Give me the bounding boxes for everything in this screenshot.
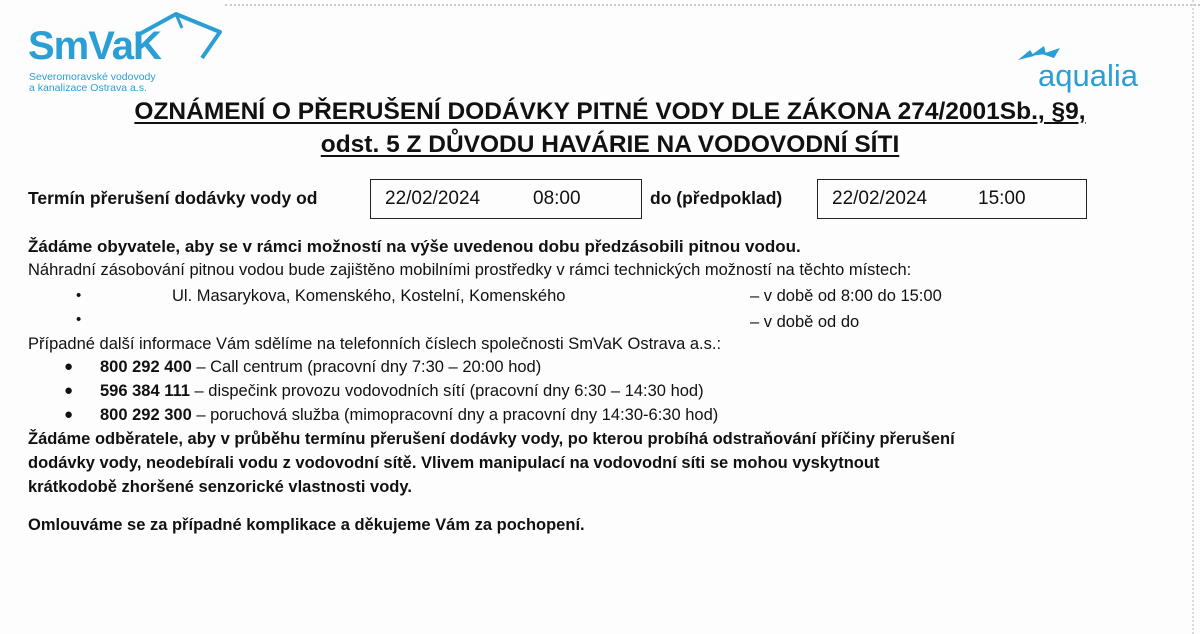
interruption-to-date: 22/02/2024 xyxy=(832,188,928,209)
bullet-icon: • xyxy=(76,287,82,304)
smvak-subtitle-line2: a kanalizace Ostrava a.s. xyxy=(29,82,147,94)
aqualia-logo-text: aqualia xyxy=(1038,58,1138,93)
aqualia-logo xyxy=(1016,44,1166,96)
scan-right-border xyxy=(1192,0,1194,634)
interruption-from-date: 22/02/2024 xyxy=(385,188,481,209)
contact-item-2 xyxy=(100,382,704,401)
interruption-to-label: do (předpoklad) xyxy=(650,188,783,208)
notice-title-line2: odst. 5 Z DŮVODU HAVÁRIE NA VODOVODNÍ SÍTI xyxy=(320,131,900,158)
scan-top-border xyxy=(225,4,1200,6)
contact-number-1: 800 292 400 xyxy=(100,358,192,376)
bullet-icon: ● xyxy=(64,358,74,375)
contact-desc-3: – poruchová služba (mimopracovní dny a pracovní dny 14:30-6:30 hod) xyxy=(191,406,719,424)
smvak-logo-text: SmVaK xyxy=(28,24,161,68)
alt-supply-time-1: – v době od 8:00 do 15:00 xyxy=(750,287,942,305)
contact-intro: Případné další informace Vám sdělíme na telefonních číslech společnosti SmVaK Ostrava a.s.: xyxy=(28,335,722,353)
interruption-from-label: Termín přerušení dodávky vody od xyxy=(28,188,318,208)
interruption-to-time: 15:00 xyxy=(978,188,1026,209)
alt-supply-place-1: Ul. Masarykova, Komenského, Kostelní, Komenského xyxy=(172,287,566,305)
apology-text: Omlouváme se za případné komplikace a děkujeme Vám za pochopení. xyxy=(28,516,585,534)
contact-desc-1: – Call centrum (pracovní dny 7:30 – 20:00 hod) xyxy=(191,358,542,376)
bullet-icon: ● xyxy=(64,382,74,399)
smvak-subtitle-line1: Severomoravské vodovody xyxy=(29,71,156,83)
request-consumers-line2: dodávky vody, neodebírali vodu z vodovodní sítě. Vlivem manipulací na vodovodní síti se mohou vyskytnout xyxy=(28,454,880,472)
bullet-icon: ● xyxy=(64,406,74,423)
alt-supply-time-2: – v době od do xyxy=(750,313,860,331)
contact-desc-2: – dispečink provozu vodovodních sítí (pracovní dny 6:30 – 14:30 hod) xyxy=(189,382,704,400)
bullet-icon: • xyxy=(76,311,82,328)
request-consumers-line1: Žádáme odběratele, aby v průběhu termínu přerušení dodávky vody, po kterou probíhá odstraňování příčiny přerušení xyxy=(28,430,955,448)
request-consumers-line3: krátkodobě zhoršené senzorické vlastnosti vody. xyxy=(28,478,412,496)
contact-number-3: 800 292 300 xyxy=(100,406,192,424)
interruption-from-field xyxy=(370,179,642,219)
contact-item-1 xyxy=(100,358,541,377)
request-stock-text: Žádáme obyvatele, aby se v rámci možností na výše uvedenou dobu předzásobili pitnou vodou. xyxy=(28,237,801,256)
contact-number-2: 596 384 111 xyxy=(100,382,190,400)
smvak-logo xyxy=(28,10,218,96)
interruption-to-field xyxy=(817,179,1087,219)
contact-item-3 xyxy=(100,406,718,425)
smvak-logo-subtitle xyxy=(29,72,156,94)
alt-supply-intro: Náhradní zásobování pitnou vodou bude zajištěno mobilními prostředky v rámci technických možností na těchto místech: xyxy=(28,261,912,279)
notice-title-line1: OZNÁMENÍ O PŘERUŠENÍ DODÁVKY PITNÉ VODY DLE ZÁKONA 274/2001Sb., §9, xyxy=(134,98,1086,125)
interruption-from-time: 08:00 xyxy=(533,188,581,209)
